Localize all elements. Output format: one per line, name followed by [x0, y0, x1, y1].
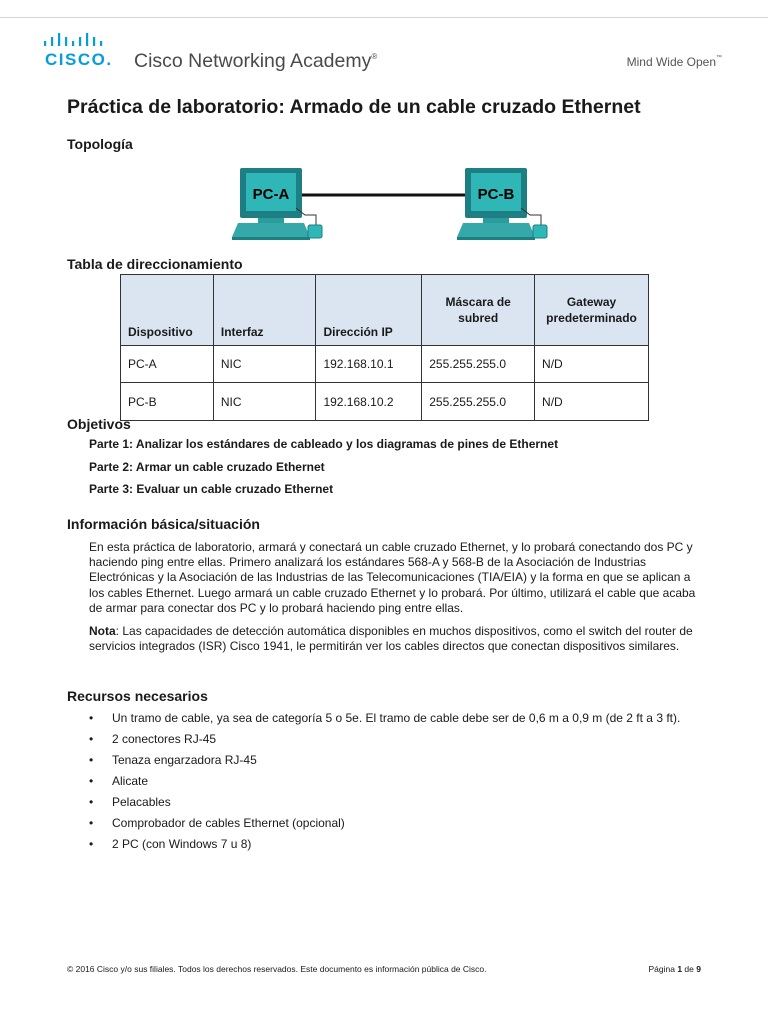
table-header-row	[121, 275, 649, 346]
bullet: •	[89, 816, 94, 830]
addressing-table	[120, 274, 649, 421]
cell-interface: NIC	[213, 383, 316, 421]
list-item: • 2 PC (con Windows 7 u 8)	[89, 837, 252, 851]
list-item: • Tenaza engarzadora RJ-45	[89, 753, 257, 767]
objective-part-2: Parte 2: Armar un cable cruzado Ethernet	[89, 460, 325, 474]
col-ip-address: Dirección IP	[316, 275, 422, 346]
academy-name: Cisco Networking Academy®	[134, 50, 378, 72]
footer-copyright: © 2016 Cisco y/o sus filiales. Todos los derechos reservados. Este documento es información pública de Cisco.	[67, 964, 487, 974]
note-text: : Las capacidades de detección automática disponibles en muchos dispositivos, como el switch del router de servicios integrados (ISR) Cisco 1941, le permitirán ver los cables directos que conectan dispositivos similares.	[89, 624, 693, 654]
cisco-wordmark: CISCO.	[45, 50, 113, 69]
note-paragraph	[89, 624, 697, 654]
pc-a-computer-icon	[232, 168, 322, 240]
pc-b-computer-icon	[457, 168, 547, 240]
cell-ip: 192.168.10.2	[316, 383, 422, 421]
col-interface: Interfaz	[213, 275, 316, 346]
pc-a-label: PC-A	[252, 186, 290, 203]
objective-part-1: Parte 1: Analizar los estándares de cableado y los diagramas de pines de Ethernet	[89, 437, 559, 451]
col-gateway: Gateway predeterminado	[535, 275, 649, 346]
topology-diagram	[230, 163, 550, 243]
resources-list	[89, 711, 709, 858]
addressing-heading: Tabla de direccionamiento	[67, 256, 243, 272]
cell-gateway: N/D	[535, 383, 649, 421]
table-row	[121, 383, 649, 421]
background-paragraph: En esta práctica de laboratorio, armará y conectará un cable cruzado Ethernet, y lo probará conectando dos PC y haciendo ping entre ellas. Primero analizará los estándares 568-A y 568-B de la Asociación de Industrias Electrónicas y la Asociación de las Industrias de las Telecomunicaciones (TIA/EIA) y la forma en que se aplican a los cables Ethernet. Luego armará un cable cruzado Ethernet y lo probará. Por último, utilizará el cable que acaba de armar para conectar dos PC y lo probará haciendo ping entre ellas.	[89, 540, 696, 615]
resources-heading: Recursos necesarios	[67, 688, 208, 704]
list-item: • 2 conectores RJ-45	[89, 732, 217, 746]
topology-heading: Topología	[67, 136, 133, 152]
bullet: •	[89, 753, 94, 767]
cell-device: PC-A	[121, 346, 214, 383]
list-item: • Un tramo de cable, ya sea de categoría 5 o 5e. El tramo de cable debe ser de 0,6 m a 0,9 m (de 2 ft a 3 ft).	[89, 711, 681, 725]
pc-b-label: PC-B	[477, 186, 515, 203]
objectives-heading: Objetivos	[67, 416, 131, 432]
top-divider	[0, 17, 768, 18]
bullet: •	[89, 837, 94, 851]
cell-mask: 255.255.255.0	[422, 383, 535, 421]
bullet: •	[89, 732, 94, 746]
list-item: • Comprobador de cables Ethernet (opcional)	[89, 816, 345, 830]
cisco-logo	[44, 32, 116, 69]
col-subnet-mask: Máscara de subred	[422, 275, 535, 346]
footer-page-number: Página 1 de 9	[648, 964, 701, 974]
cell-interface: NIC	[213, 346, 316, 383]
cell-gateway: N/D	[535, 346, 649, 383]
table-row	[121, 346, 649, 383]
list-item: • Pelacables	[89, 795, 171, 809]
page-title: Práctica de laboratorio: Armado de un cable cruzado Ethernet	[67, 96, 641, 118]
cisco-bars-icon	[44, 32, 116, 48]
list-item: • Alicate	[89, 774, 149, 788]
background-heading: Información básica/situación	[67, 516, 260, 532]
bullet: •	[89, 711, 94, 725]
note-label: Nota	[89, 624, 116, 638]
bullet: •	[89, 795, 94, 809]
bullet: •	[89, 774, 94, 788]
cell-device: PC-B	[121, 383, 214, 421]
tagline: Mind Wide Open™	[626, 55, 722, 69]
objective-part-3: Parte 3: Evaluar un cable cruzado Ethernet	[89, 482, 334, 496]
col-device: Dispositivo	[121, 275, 214, 346]
cell-mask: 255.255.255.0	[422, 346, 535, 383]
cell-ip: 192.168.10.1	[316, 346, 422, 383]
